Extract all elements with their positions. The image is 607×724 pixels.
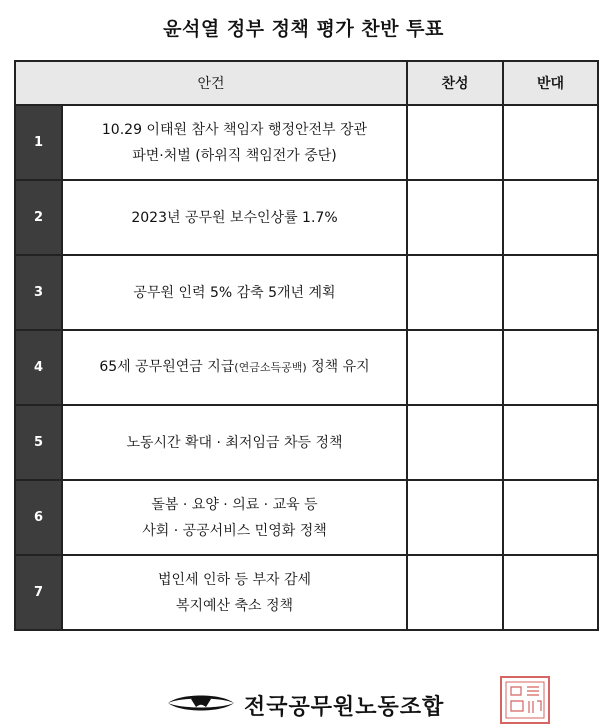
vote-against-box[interactable] bbox=[503, 405, 598, 480]
table-row bbox=[15, 255, 598, 330]
row-number: 1 bbox=[15, 105, 62, 180]
agenda-text: 공무원 인력 5% 감축 5개년 계획 bbox=[133, 284, 336, 301]
union-seal-icon bbox=[500, 676, 550, 724]
row-number: 3 bbox=[15, 255, 62, 330]
vote-against-box[interactable] bbox=[503, 555, 598, 630]
vote-against-box[interactable] bbox=[503, 180, 598, 255]
vote-against-box[interactable] bbox=[503, 255, 598, 330]
row-number: 5 bbox=[15, 405, 62, 480]
agenda-text: 법인세 인하 등 부자 감세 bbox=[157, 571, 312, 588]
agenda-text: 10.29 이태원 참사 책임자 행정안전부 장관 bbox=[101, 121, 368, 138]
table-row bbox=[15, 480, 598, 555]
ballot-table bbox=[14, 60, 599, 631]
vote-for-box[interactable] bbox=[407, 105, 503, 180]
vote-for-box[interactable] bbox=[407, 555, 503, 630]
agenda-item bbox=[62, 405, 407, 480]
agenda-text bbox=[63, 354, 406, 381]
union-logo-icon bbox=[166, 691, 236, 715]
row-number: 6 bbox=[15, 480, 62, 555]
agenda-text: 돌봄 · 요양 · 의료 · 교육 등 bbox=[151, 496, 318, 513]
vote-against-box[interactable] bbox=[503, 105, 598, 180]
vote-for-box[interactable] bbox=[407, 405, 503, 480]
agenda-item bbox=[62, 255, 407, 330]
table-row bbox=[15, 105, 598, 180]
agenda-text: 2023년 공무원 보수인상률 1.7% bbox=[131, 209, 338, 226]
vote-for-box[interactable] bbox=[407, 255, 503, 330]
union-name: 전국공무원노동조합 bbox=[244, 694, 445, 720]
vote-against-box[interactable] bbox=[503, 330, 598, 405]
table-row bbox=[15, 555, 598, 630]
vote-against-box[interactable] bbox=[503, 480, 598, 555]
table-row bbox=[15, 180, 598, 255]
table-header-row bbox=[15, 61, 598, 105]
agenda-text: 파면·처벌 (하위직 책임전가 중단) bbox=[132, 147, 337, 164]
header-agenda: 안건 bbox=[15, 61, 407, 105]
agenda-item bbox=[62, 105, 407, 180]
agenda-text-main: 65세 공무원연금 지급 bbox=[99, 359, 235, 375]
vote-for-box[interactable] bbox=[407, 480, 503, 555]
agenda-item bbox=[62, 480, 407, 555]
row-number: 2 bbox=[15, 180, 62, 255]
agenda-item bbox=[62, 555, 407, 630]
vote-for-box[interactable] bbox=[407, 330, 503, 405]
page-title: 윤석열 정부 정책 평가 찬반 투표 bbox=[163, 18, 444, 40]
agenda-text: 복지예산 축소 정책 bbox=[175, 597, 294, 614]
agenda-text: 사회 · 공공서비스 민영화 정책 bbox=[142, 522, 327, 539]
vote-for-box[interactable] bbox=[407, 180, 503, 255]
agenda-text-note: (연금소득공백) bbox=[234, 361, 307, 374]
agenda-text: 노동시간 확대 · 최저임금 차등 정책 bbox=[126, 434, 343, 451]
agenda-item bbox=[62, 330, 407, 405]
agenda-item bbox=[62, 180, 407, 255]
agenda-text-tail: 정책 유지 bbox=[306, 359, 370, 375]
row-number: 7 bbox=[15, 555, 62, 630]
table-row bbox=[15, 330, 598, 405]
header-for: 찬성 bbox=[407, 61, 503, 105]
header-against: 반대 bbox=[503, 61, 598, 105]
table-row bbox=[15, 405, 598, 480]
footer bbox=[0, 676, 607, 724]
row-number: 4 bbox=[15, 330, 62, 405]
